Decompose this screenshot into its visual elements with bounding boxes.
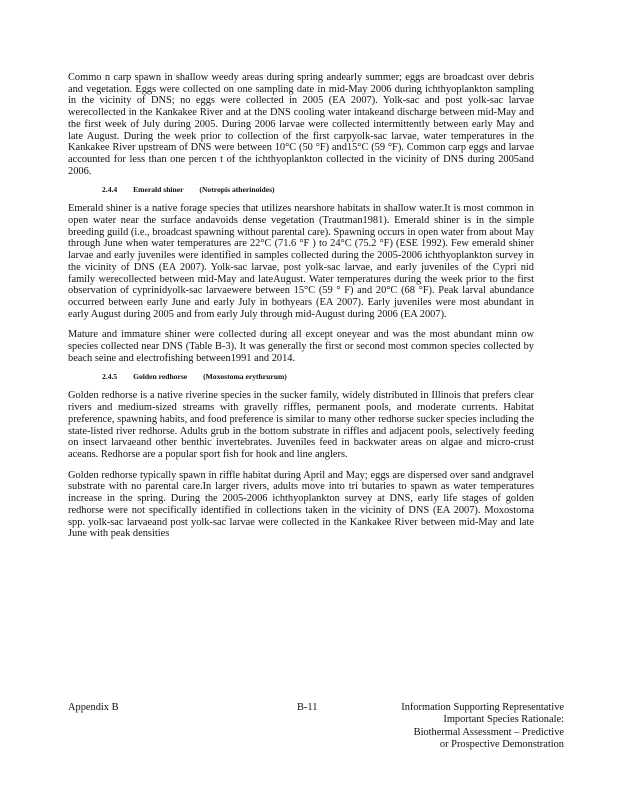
section-heading-golden-redhorse — [102, 371, 534, 382]
section-heading-emerald-shiner — [102, 184, 534, 195]
paragraph-golden-redhorse-1: Golden redhorse is a native riverine species in the sucker family, widely distributed in Illinois that prefers clear rivers and medium-sized streams with gravelly riffles, permanent pools, and moderate currents. Habitat preference, spawning habits, and food preference is similar to many other redhorse sucker species including the state-listed river redhorse. Adults grub in the bottom substrate in riffles and adjacent pools, selectively feeding on insect larvaeand other benthic invertebrates. Juveniles feed in backwater areas on algae and micro-crust aceans. Redhorse are a popular sport fish for hook and line anglers. — [68, 390, 534, 460]
footer-title-line: or Prospective Demonstration — [439, 738, 564, 750]
section-species-name: Emerald shiner — [133, 185, 184, 195]
page-footer — [68, 702, 564, 752]
paragraph-golden-redhorse-2: Golden redhorse typically spawn in riffle habitat during April and May; eggs are dispersed over sand andgravel substrate with no parental care.In larger rivers, adults move into tri butaries to spawn as water temperatures increase in the spring. During the 2005-2006 ichthyoplankton survey at DNS, early life stages of golden redhorse were not specifically identified in collections taken in the vicinity of DNS (EA 2007). Moxostoma spp. yolk-sac larvaeand post yolk-sac larvae were collected in the Kankakee River between mid-May and late June with peak densities — [68, 469, 534, 540]
footer-page-number: B-11 — [297, 702, 318, 713]
footer-title-line: Biothermal Assessment – Predictive — [413, 726, 564, 738]
footer-appendix-label: Appendix B — [68, 702, 119, 713]
footer-title-line: Information Supporting Representative — [401, 702, 564, 713]
section-latin-name: (Notropis atherinoides) — [199, 185, 275, 195]
paragraph-emerald-shiner-1: Emerald shiner is a native forage species that utilizes nearshore habitats in shallow water.It is most common in open water near the surface andavoids dense vegetation (Trautman1981). Emerald shiner is in the simple breeding guild (i.e., broadcast spawning without parental care). Spawning occurs in open water from about May through June when water temperatures are 22°C (71.6 °F ) to 24°C (75.2 °F) (ESE 1992). Few emerald shiner larvae and early juveniles were identified in samples collected during the 2005-2006 ichthyoplankton survey in the vicinity of DNS (EA 2007). Yolk-sac larvae, post yolk-sac larvae, and early juveniles of the Cypri nid family werecollected between mid-May and lateAugust. Water temperatures during the week prior to the first observation of cyprinidyolk-sac larvaewere between 15°C (59 ° F) and 20°C (68 °F). Peak larval abundance occurred between early June and early July in bothyears (EA 2007). Early juveniles were most abundant in early August during 2005 and from early July through mid-August during 2006 (EA 2007). — [68, 203, 534, 320]
document-body — [68, 72, 534, 540]
footer-document-title — [374, 702, 564, 751]
section-latin-name: (Moxostoma erythrurum) — [203, 372, 287, 382]
section-species-name: Golden redhorse — [133, 372, 188, 382]
paragraph-emerald-shiner-2: Mature and immature shiner were collected during all except oneyear and was the most abundant minn ow species collected near DNS (Table B-3). It was generally the first or second most common species collected by beach seine and electrofishing between1991 and 2014. — [68, 329, 534, 364]
paragraph-common-carp: Commo n carp spawn in shallow weedy areas during spring andearly summer; eggs are broadcast over debris and vegetation. Eggs were collected on one sampling date in mid-May 2006 during ichthyoplankton sampling in the vicinity of DNS; no eggs were collected in 2005 (EA 2007). Yolk-sac and post yolk-sac larvae werecollected in the Kankakee River and at the DNS cooling water intakeand discharge between mid-May and the first week of July during 2005. During 2006 larvae were collected intermittently between early May and late August. During the week prior to collection of the first carpyolk-sac larvae, water temperatures in the Kankakee River upstream of DNS were between 10°C (50 °F) and15°C (59 °F). Common carp eggs and larvae accounted for less than one percen t of the ichthyoplankton collected in the vicinity of DNS during 2005and 2006. — [68, 72, 534, 177]
section-number: 2.4.4 — [102, 185, 118, 195]
section-number: 2.4.5 — [102, 372, 118, 382]
footer-title-line: Important Species Rationale: — [443, 714, 564, 726]
